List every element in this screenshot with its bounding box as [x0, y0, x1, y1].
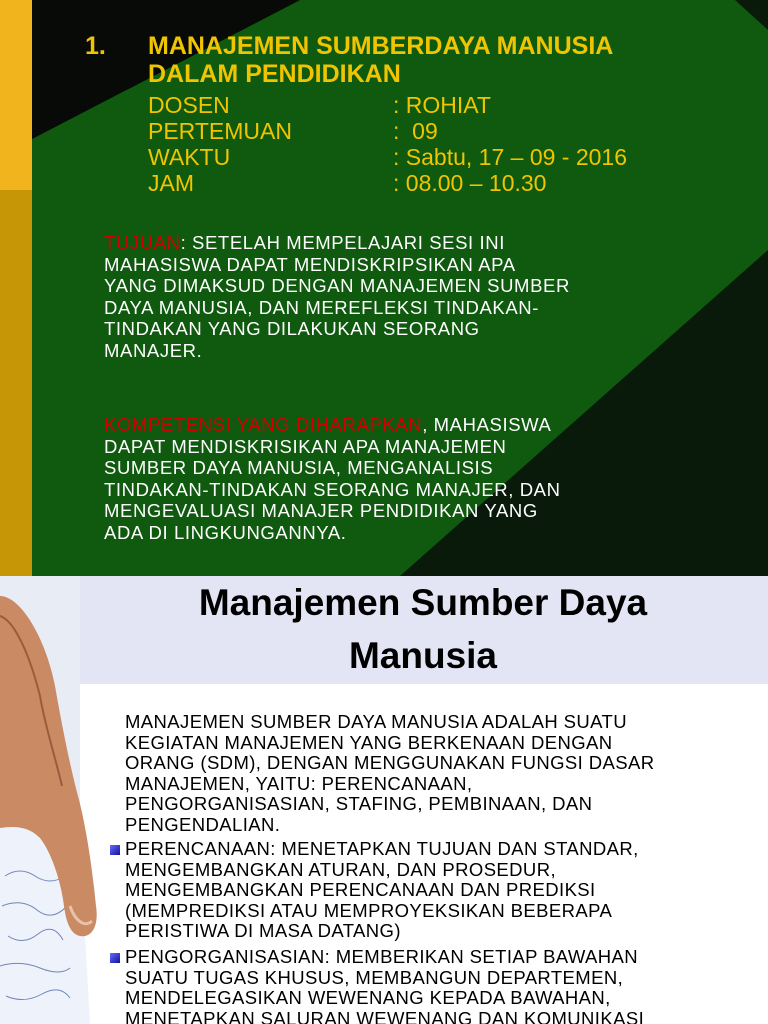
- tujuan-paragraph: [104, 232, 704, 361]
- perencanaan-line-3: MENGEMBANGKAN PERENCANAAN DAN PREDIKSI: [125, 879, 596, 900]
- intro-line-5: PENGORGANISASIAN, STAFING, PEMBINAAN, DAN: [125, 793, 593, 814]
- perencanaan-line-1: PERENCANAAN: MENETAPKAN TUJUAN DAN STANDAR,: [125, 838, 639, 859]
- tujuan-line-5: TINDAKAN YANG DILAKUKAN SEORANG: [104, 318, 480, 339]
- intro-paragraph: [125, 712, 755, 835]
- pengorganisasian-line-1: PENGORGANISASIAN: MEMBERIKAN SETIAP BAWAHAN: [125, 946, 639, 967]
- slide-2-title-line-2: Manusia: [348, 635, 498, 676]
- perencanaan-line-4: (MEMPREDIKSI ATAU MEMPROYEKSIKAN BEBERAPA: [125, 899, 613, 921]
- meta-label-pertemuan: PERTEMUAN: [148, 118, 292, 144]
- kompetensi-line-2: DAPAT MENDISKRISIKAN APA MANAJEMEN: [104, 435, 507, 457]
- slide-2-title-line-1: Manajemen Sumber Daya: [198, 582, 648, 623]
- intro-line-4: MANAJEMEN, YAITU: PERENCANAAN,: [125, 772, 473, 794]
- meta-value-pertemuan: : 09: [393, 118, 438, 144]
- meta-label-jam: JAM: [148, 170, 194, 196]
- tujuan-line-3: YANG DIMAKSUD DENGAN MANAJEMEN SUMBER: [104, 275, 570, 296]
- slide-2: [0, 576, 768, 1024]
- bullet-pengorganisasian: [125, 947, 755, 1024]
- intro-line-3: ORANG (SDM), DENGAN MENGGUNAKAN FUNGSI DASAR: [125, 752, 655, 773]
- kompetensi-line-4: TINDAKAN-TINDAKAN SEORANG MANAJER, DAN: [104, 478, 561, 500]
- kompetensi-line-3: SUMBER DAYA MANUSIA, MENGANALISIS: [104, 457, 494, 478]
- kompetensi-paragraph: [104, 414, 724, 543]
- meta-label-dosen: DOSEN: [148, 92, 230, 118]
- pengorganisasian-line-2: SUATU TUGAS KHUSUS, MEMBANGUN DEPARTEMEN,: [125, 966, 624, 988]
- perencanaan-line-5: PERISTIWA DI MASA DATANG): [125, 920, 401, 941]
- kompetensi-line-5: MENGEVALUASI MANAJER PENDIDIKAN YANG: [104, 500, 538, 521]
- perencanaan-line-2: MENGEMBANGKAN ATURAN, DAN PROSEDUR,: [125, 858, 556, 880]
- intro-line-6: PENGENDALIAN.: [125, 813, 281, 835]
- meta-label-waktu: WAKTU: [148, 144, 231, 170]
- kompetensi-label: KOMPETENSI YANG DIHARAPKAN: [104, 414, 423, 435]
- tujuan-line-1: : SETELAH MEMPELAJARI SESI INI: [180, 232, 505, 253]
- meta-value-waktu: : Sabtu, 17 – 09 - 2016: [393, 144, 628, 170]
- meta-value-dosen: : ROHIAT: [393, 92, 491, 118]
- kompetensi-line-6: ADA DI LINGKUNGANNYA.: [104, 521, 347, 543]
- intro-line-2: KEGIATAN MANAJEMEN YANG BERKENAAN DENGAN: [125, 731, 613, 753]
- tujuan-label: TUJUAN: [104, 232, 181, 253]
- slide-1-title-line-1: MANAJEMEN SUMBERDAYA MANUSIA: [148, 32, 614, 60]
- kompetensi-line-1: , MAHASISWA: [422, 414, 552, 435]
- item-number: 1.: [85, 32, 106, 60]
- pengorganisasian-line-3: MENDELEGASIKAN WEWENANG KEPADA BAWAHAN,: [125, 987, 611, 1008]
- intro-line-1: MANAJEMEN SUMBER DAYA MANUSIA ADALAH SUATU: [125, 711, 628, 732]
- tujuan-line-6: MANAJER.: [104, 339, 203, 361]
- slide-2-title: [78, 576, 768, 682]
- pengorganisasian-line-4: MENETAPKAN SALURAN WEWENANG DAN KOMUNIKASI: [125, 1007, 645, 1024]
- meta-value-jam: : 08.00 – 10.30: [393, 170, 547, 196]
- bullet-icon: [110, 845, 120, 855]
- slide-1-title-line-2: DALAM PENDIDIKAN: [148, 60, 401, 88]
- tujuan-line-4: DAYA MANUSIA, DAN MEREFLEKSI TINDAKAN-: [104, 296, 540, 318]
- bullet-perencanaan: [125, 839, 755, 942]
- bullet-icon: [110, 953, 120, 963]
- tujuan-line-2: MAHASISWA DAPAT MENDISKRIPSIKAN APA: [104, 253, 516, 275]
